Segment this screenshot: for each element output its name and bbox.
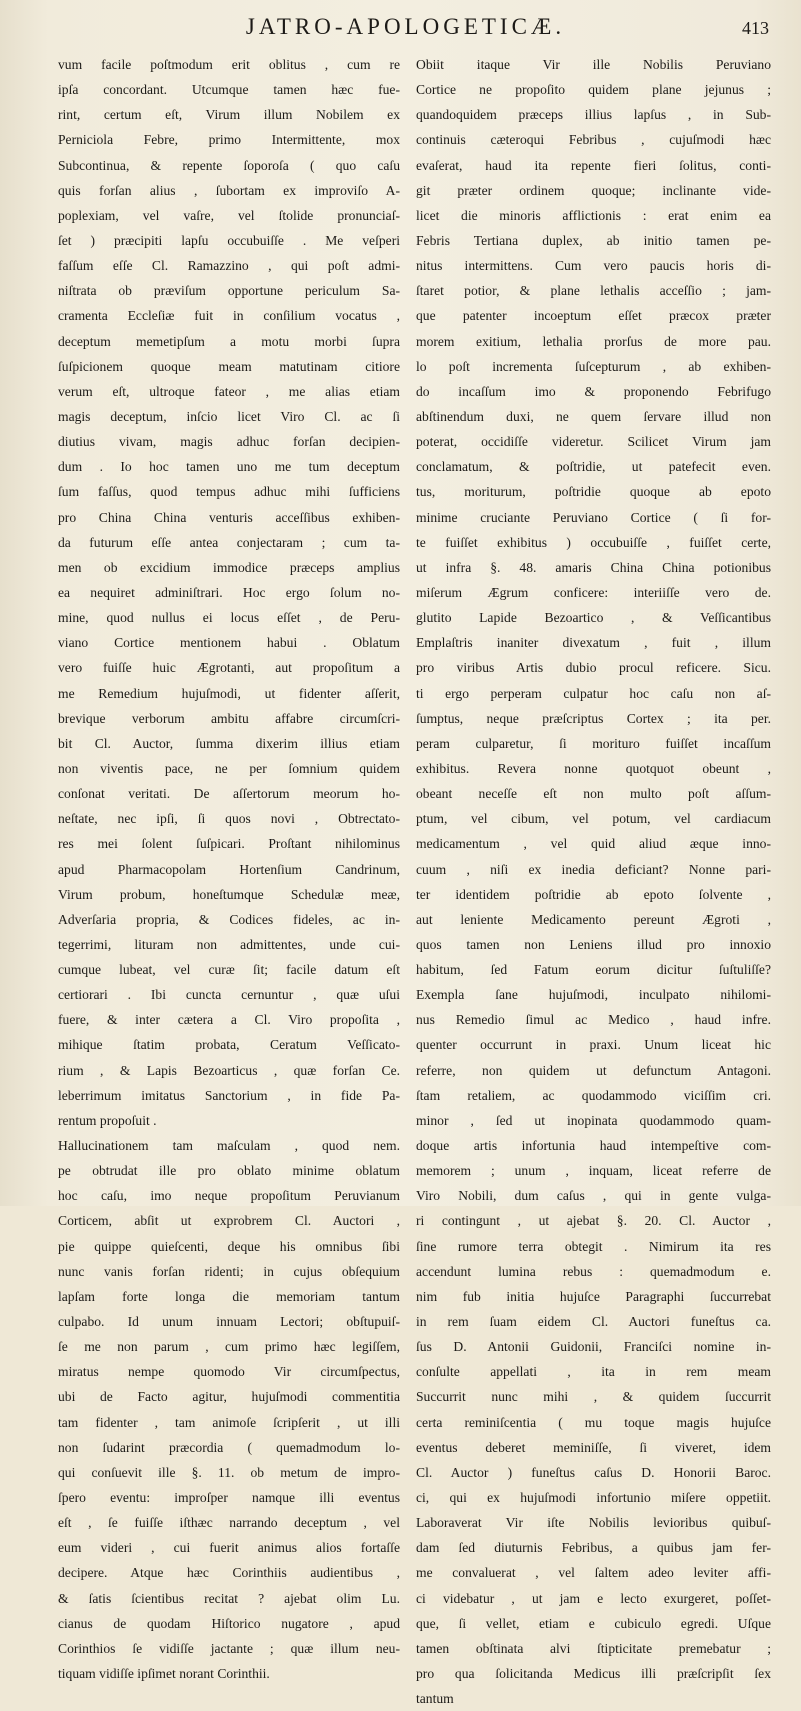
- text-line: Corticem, abſit ut exprobrem Cl. Auctori ,: [58, 1213, 400, 1229]
- text-line: ter identidem poſtridie ab epoto ſolvente ,: [416, 886, 771, 902]
- text-line: ſus D. Antonii Guidonii, Franciſci nomine in-: [416, 1339, 771, 1355]
- text-line: quenter occurrunt in praxi. Unum liceat hic: [416, 1037, 771, 1053]
- text-line: brevique verborum ambitu affabre circumſcri-: [58, 710, 400, 726]
- text-line: rint, certum eſt, Virum illum Nobilem ex: [58, 107, 400, 123]
- text-line: lapſam forte longa die memoriam tantum: [58, 1288, 400, 1304]
- text-line: Cl. Auctor ) funeſtus caſus D. Honorii Baroc.: [416, 1464, 771, 1480]
- text-line: me convaluerat , vel ſaltem adeo leviter affi-: [416, 1565, 771, 1581]
- text-line: glutito Lapide Bezoartico , & Veſſicantibus: [416, 610, 771, 626]
- text-line: apud Pharmacopolam Hortenſium Candrinum,: [58, 861, 400, 877]
- text-line: pro viribus Artis dubio procul reficere. Sicu.: [416, 660, 771, 676]
- right-column: [416, 52, 771, 1711]
- text-line: vero fuiſſe huic Ægrotanti, aut propoſitum a: [58, 660, 400, 676]
- text-line: evaſerat, haud ita repente fieri ſolitus, conti-: [416, 157, 771, 173]
- text-line: leberrimum imitatus Sanctorium , in fide Pa-: [58, 1087, 400, 1103]
- text-line: que, ſi vellet, etiam e cubiculo egredi. Uſque: [416, 1615, 771, 1631]
- text-line: quis forſan alius , ſubortam ex improviſo A-: [58, 182, 400, 198]
- text-line: referre, non quidem ut defunctum Antagoni.: [416, 1062, 771, 1078]
- text-line: hoc caſu, imo neque propoſitum Peruvianum: [58, 1188, 400, 1204]
- text-line: fuere, & inter cætera a Cl. Viro propoſita ,: [58, 1012, 400, 1028]
- text-line: Febris Tertiana duplex, ab initio tamen pe-: [416, 232, 771, 248]
- text-line: conſulte appellati , ita in rem meam: [416, 1364, 771, 1380]
- text-line: Obiit itaque Vir ille Nobilis Peruviano: [416, 57, 771, 72]
- text-line: medicamentum , vel quid aliud æque inno-: [416, 836, 771, 852]
- text-line: ti ergo perperam culpatur hoc caſu non aſ-: [416, 685, 771, 701]
- text-line: ut infra §. 48. amaris China China potionibus: [416, 559, 771, 575]
- text-line: git præter ordinem quoque; inclinante vide-: [416, 182, 771, 198]
- text-line: conſonat veritati. De aſſertorum meorum ho-: [58, 786, 400, 802]
- text-line: bit Cl. Auctor, ſumma dixerim illius etiam: [58, 735, 400, 751]
- text-line: ci videbatur , ut jam e lecto exurgeret, poſſet-: [416, 1590, 771, 1606]
- text-line: pe obtrudat ille pro oblato minime oblatum: [58, 1163, 400, 1179]
- text-line: vum facile poſtmodum erit oblitus , cum re: [58, 57, 400, 72]
- text-line: Hallucinationem tam maſculam , quod nem.: [58, 1138, 400, 1154]
- text-line: Perniciola Febre, primo Intermittente, mox: [58, 132, 400, 148]
- text-line: peram culparetur, ſi morituro fuiſſet incaſſum: [416, 735, 771, 751]
- text-line: miratus nempe quomodo Vir circumſpectus,: [58, 1364, 400, 1380]
- text-line: doque artis infortunia haud intempeſtive com-: [416, 1138, 771, 1154]
- text-line: cuum , niſi ex inedia deficiant? Nonne pari-: [416, 861, 771, 877]
- text-line: dum . Io hoc tamen uno me tum deceptum: [58, 459, 400, 475]
- text-line: ci, qui ex hujuſmodi infortunio miſere oppetiit.: [416, 1490, 771, 1506]
- text-line: res mei ſolent ſuſpicari. Proſtant nihilominus: [58, 836, 400, 852]
- text-line: faſſum eſſe Cl. Ramazzino , qui poſt admi-: [58, 258, 400, 274]
- running-head: JATRO-APOLOGETICÆ.: [245, 14, 566, 39]
- text-line: ſumptus, neque præſcriptus Cortex ; ita per.: [416, 710, 771, 726]
- text-line: do incaſſum imo & proponendo Febrifugo: [416, 383, 771, 399]
- text-line: in rem ſuam eidem Cl. Auctori funeſtus ca.: [416, 1314, 771, 1330]
- text-line: conclamatum, & poſtridie, ut patefecit even.: [416, 459, 771, 475]
- text-line: non viventis pace, ne per ſomnium quidem: [58, 760, 400, 776]
- text-line: minime cruciante Peruviano Cortice ( ſi for-: [416, 509, 771, 525]
- text-line: ſpero eventu: improſper namque illi eventus: [58, 1490, 400, 1506]
- text-line: ea nequiret adminiſtrari. Hoc ergo ſolum no-: [58, 584, 400, 600]
- text-line: tegerrimi, lituram non admittentes, unde cui-: [58, 936, 400, 952]
- text-line: obeant neceſſe eſt non multo poſt aſſum-: [416, 786, 771, 802]
- text-line: pro qua ſolicitanda Medicus illi præſcripſit ſex: [416, 1666, 771, 1681]
- text-line: Succurrit nunc mihi , & quidem ſuccurrit: [416, 1389, 771, 1405]
- text-line: aut leniente Medicamento pereunt Ægroti ,: [416, 911, 771, 927]
- text-line: ri contingunt , ut ajebat §. 20. Cl. Auctor ,: [416, 1213, 771, 1229]
- text-line: nim fub initia hujuſce Paragraphi ſuccurrebat: [416, 1288, 771, 1304]
- text-line: ſet ) præcipiti lapſu occubuiſſe . Me veſperi: [58, 232, 400, 248]
- text-line: abſtinendum duxi, ne quem ſervare illud non: [416, 408, 771, 424]
- text-line: verum eſt, ultroque fateor , me alias etiam: [58, 383, 400, 399]
- text-line: Cortice ne propoſito quidem plane jejunus ;: [416, 82, 771, 98]
- text-line: pro China China venturis acceſſibus exhiben-: [58, 509, 400, 525]
- text-line: magis deceptum, inſcio licet Viro Cl. ac ſi: [58, 408, 400, 424]
- text-line: mihique ſtatim probata, Ceratum Veſſicato-: [58, 1037, 400, 1053]
- page-header: [90, 14, 781, 48]
- text-line: Exempla ſane hujuſmodi, inculpato nihilomi-: [416, 987, 771, 1003]
- text-line: lo poſt incrementa ſuſcepturum , ab exhiben-: [416, 358, 771, 374]
- text-line: tantum: [416, 1691, 454, 1707]
- text-line: men ob excidium immodice præceps amplius: [58, 559, 400, 575]
- text-line: licet die minoris afflictionis : erat enim ea: [416, 207, 771, 223]
- text-line: ubi de Facto agitur, hujuſmodi commentitia: [58, 1389, 400, 1405]
- text-line: Corinthios ſe vidiſſe jactante ; quæ illum neu-: [58, 1640, 400, 1656]
- text-line: Adverſaria propria, & Codices fideles, ac in-: [58, 911, 400, 927]
- text-line: que patenter incoeptum eſſet præcox præter: [416, 308, 771, 324]
- text-line: cramenta Eccleſiæ fuit in conſilium vocatus ,: [58, 308, 400, 324]
- text-line: nunc vanis forſan ridenti; in cujus obſequium: [58, 1263, 400, 1279]
- text-line: habitum, ſed Fatum eorum dicitur ſuſtuliſſe?: [416, 962, 771, 978]
- left-column: [58, 52, 400, 1686]
- text-line: ſe me non parum , cum primo hæc legiſſem,: [58, 1339, 400, 1355]
- text-line: accendunt lumina rebus : quemadmodum e.: [416, 1263, 771, 1279]
- text-line: Laboraverat Vir iſte Nobilis levioribus quibuſ-: [416, 1515, 771, 1531]
- text-line: Virum probum, honeſtumque Schedulæ meæ,: [58, 886, 400, 902]
- text-line: miſerum Ægrum conficere: interiiſſe vero de.: [416, 584, 771, 600]
- text-line: ſuſpicionem quoque meam matutinam citiore: [58, 358, 400, 374]
- text-line: tam fidenter , tam animoſe ſcripſerit , ut illi: [58, 1414, 400, 1430]
- text-line: non ſudarint præcordia ( quemadmodum lo-: [58, 1439, 400, 1455]
- text-line: culpabo. Id unum innuam Lectori; obſtupuiſ-: [58, 1314, 400, 1330]
- text-line: deceptum memetipſum a motu morbi ſupra: [58, 333, 400, 349]
- text-line: rentum propoſuit .: [58, 1112, 157, 1128]
- text-line: & ſatis ſcientibus recitat ? ajebat olim Lu.: [58, 1590, 400, 1606]
- text-line: dam ſed diuturnis Febribus, a quibus jam fer-: [416, 1540, 771, 1556]
- text-line: ſtaret potior, & plane lethalis acceſſio ; jam-: [416, 283, 771, 299]
- text-line: eum videri , cui fuerit animus alios fortaſſe: [58, 1540, 400, 1556]
- text-line: te fuiſſet exhibitus ) occubuiſſe , fuiſſet certe,: [416, 534, 771, 550]
- text-line: exhibitus. Revera nonne quotquot obeunt ,: [416, 760, 771, 776]
- text-line: Viro Nobili, dum caſus , qui in gente vulga-: [416, 1188, 771, 1204]
- text-line: pie quippe quieſcenti, deque his omnibus ſibi: [58, 1238, 400, 1254]
- text-line: ſine rumore terra obtegit . Nimirum ita res: [416, 1238, 771, 1254]
- text-line: quandoquidem præceps illius lapſus , in Sub-: [416, 107, 771, 123]
- text-line: niſtrata ob præviſum opportune periculum Sa-: [58, 283, 400, 299]
- text-line: quos tamen non Leniens illud pro innoxio: [416, 936, 771, 952]
- text-line: nitus intermittens. Cum vero paucis horis di-: [416, 258, 771, 274]
- text-line: viano Cortice mentionem habui . Oblatum: [58, 635, 400, 651]
- text-line: tiquam vidiſſe ipſimet norant Corinthii.: [58, 1666, 270, 1681]
- text-line: eventus deberet meminiſſe, ſi viveret, idem: [416, 1439, 771, 1455]
- text-line: Subcontinua, & repente ſoporoſa ( quo caſu: [58, 157, 400, 173]
- page-number: 413: [742, 18, 769, 38]
- text-line: continuis cæteroqui Febribus , cujuſmodi hæc: [416, 132, 771, 148]
- text-line: diutius vivam, magis adhuc forſan decipien-: [58, 434, 400, 450]
- text-line: ſum faſſus, quod tempus adhuc mihi ſufficiens: [58, 484, 400, 500]
- text-line: memorem ; unum , inquam, liceat referre de: [416, 1163, 771, 1179]
- text-line: da futurum eſſe antea conjectaram ; cum ta-: [58, 534, 400, 550]
- text-line: poterat, occidiſſe videretur. Scilicet Virum jam: [416, 434, 771, 450]
- text-line: decipere. Atque hæc Corinthiis audientibus ,: [58, 1565, 400, 1581]
- text-line: mine, quod nullus ei locus eſſet , de Peru-: [58, 610, 400, 626]
- text-line: ipſa concordant. Utcumque tamen hæc fue-: [58, 82, 400, 98]
- text-line: certa reminiſcentia ( mu toque magis hujuſce: [416, 1414, 771, 1430]
- text-line: tamen obſtinata alvi ſtipticitate premebatur ;: [416, 1640, 771, 1656]
- text-line: tus, moriturum, poſtridie quoque ab epoto: [416, 484, 771, 500]
- text-line: certiorari . Ibi cuncta cernuntur , quæ uſui: [58, 987, 400, 1003]
- text-line: minor , ſed ut inopinata quodammodo quam-: [416, 1112, 771, 1128]
- text-line: eſt , ſe fuiſſe iſthæc narrando deceptum , vel: [58, 1515, 400, 1531]
- text-line: morem exitium, lethalia prorſus de more pau.: [416, 333, 771, 349]
- text-line: me Remedium hujuſmodi, ut fidenter aſſerit,: [58, 685, 400, 701]
- text-line: cianus de quodam Hiſtorico nugatore , apud: [58, 1615, 400, 1631]
- text-line: ſtam retaliem, ac quodammodo viciſſim cri.: [416, 1087, 771, 1103]
- text-line: nus Remedio ſimul ac Medico , haud infre.: [416, 1012, 771, 1028]
- text-line: Emplaſtris inaniter divexatum , fuit , illum: [416, 635, 771, 651]
- text-line: cumque lubeat, vel curæ ſit; facile datum eſt: [58, 962, 400, 978]
- text-line: rium , & Lapis Bezoarticus , quæ forſan Ce.: [58, 1062, 400, 1078]
- text-line: qui conſuevit ille §. 11. ob metum de impro-: [58, 1464, 400, 1480]
- text-line: poplexiam, vel vaſre, vel ſtolide pronunciaſ-: [58, 207, 400, 223]
- text-line: neſtate, nec ipſi, ſi quos novi , Obtrectato-: [58, 811, 400, 827]
- text-line: ptum, vel cibum, vel potum, vel cardiacum: [416, 811, 771, 827]
